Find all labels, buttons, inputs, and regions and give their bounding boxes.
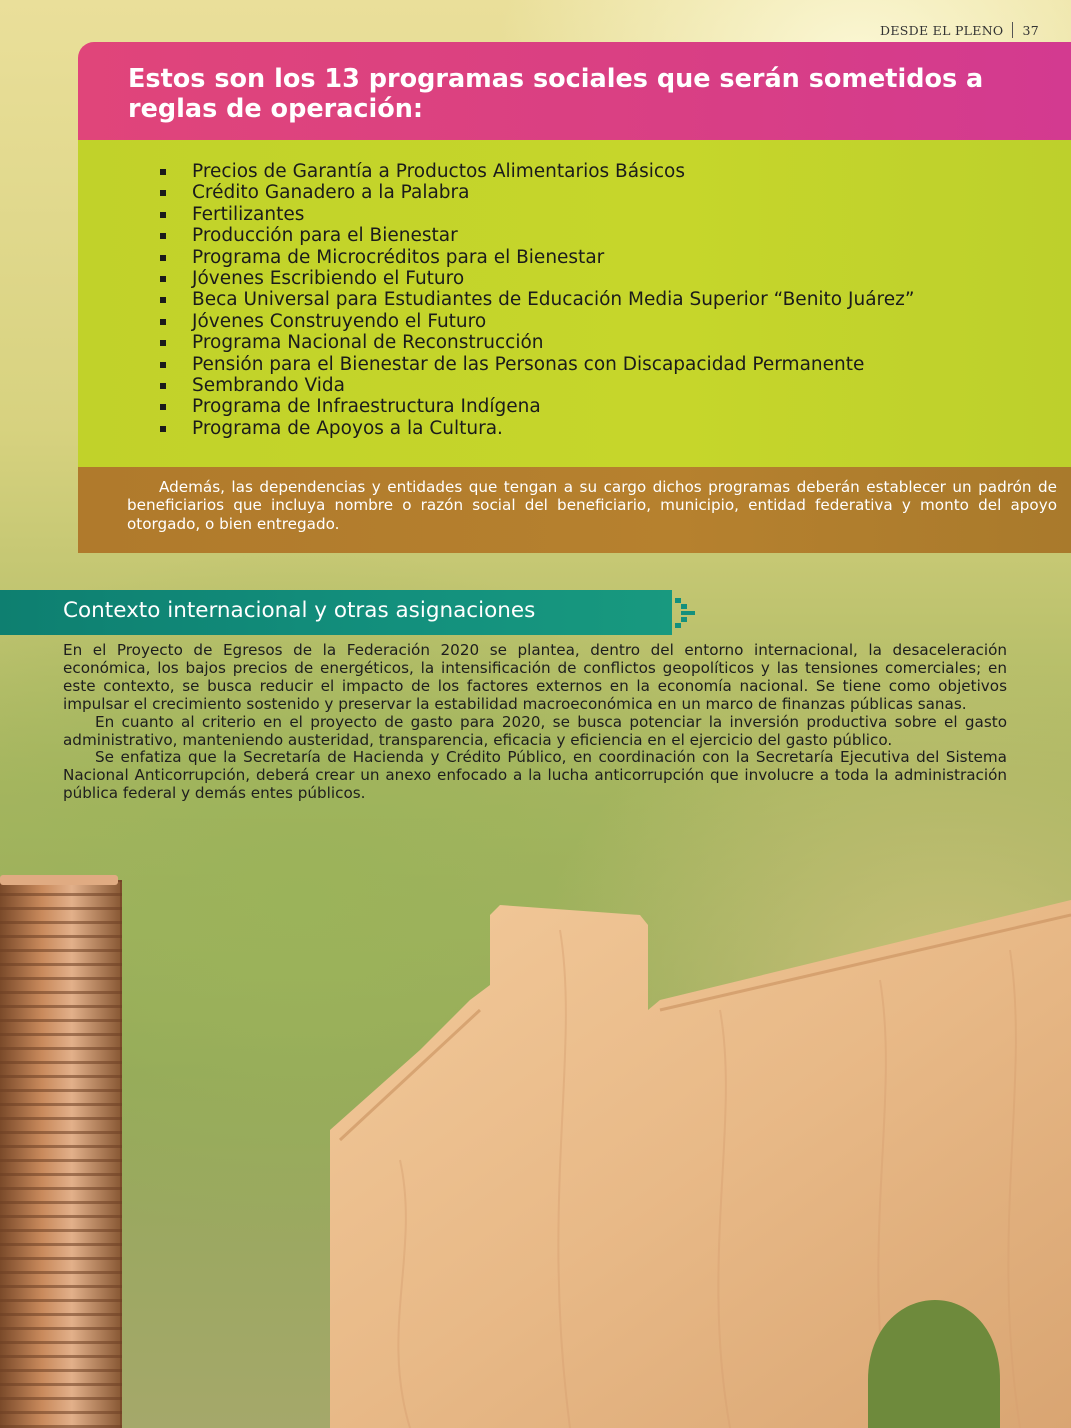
list-item: Programa de Apoyos a la Cultura. — [160, 418, 914, 439]
programs-title-box — [78, 42, 1071, 140]
page-number: 37 — [1022, 22, 1039, 38]
list-item: Beca Universal para Estudiantes de Educación Media Superior “Benito Juárez” — [160, 289, 914, 310]
programs-title: Estos son los 13 programas sociales que serán sometidos a reglas de operación: — [128, 64, 984, 124]
section-body — [63, 642, 1007, 803]
body-paragraph: En cuanto al criterio en el proyecto de gasto para 2020, se busca potenciar la inversión productiva sobre el gasto administrativo, manteniendo austeridad, transparencia, eficacia y eficiencia en el ejercicio del gasto público. — [63, 712, 1007, 749]
header-divider — [1012, 22, 1013, 38]
list-item: Programa de Infraestructura Indígena — [160, 396, 914, 417]
coin-stack — [0, 875, 122, 1428]
beneficiaries-note-box — [78, 467, 1071, 553]
section-heading: Contexto internacional y otras asignaciones — [63, 598, 536, 623]
list-item: Producción para el Bienestar — [160, 225, 914, 246]
list-item: Sembrando Vida — [160, 375, 914, 396]
programs-list-box — [78, 140, 1071, 467]
list-item: Programa de Microcréditos para el Bienestar — [160, 247, 914, 268]
body-paragraph: Se enfatiza que la Secretaría de Hacienda y Crédito Público, en coordinación con la Secretaría Ejecutiva del Sistema Nacional Anticorrupción, deberá crear un anexo enfocado a la lucha anticorrupción que involucre a toda la administración pública federal y demás entes públicos. — [63, 748, 1007, 803]
beneficiaries-note: Además, las dependencias y entidades que tengan a su cargo dichos programas deberán establecer un padrón de beneficiarios que incluya nombre o razón social del beneficiario, municipio, entidad federativa y monto del apoyo otorgado, o bien entregado. — [127, 478, 1057, 533]
list-item: Jóvenes Escribiendo el Futuro — [160, 268, 914, 289]
list-item: Programa Nacional de Reconstrucción — [160, 332, 914, 353]
page-header — [880, 22, 1039, 38]
list-item: Precios de Garantía a Productos Alimentarios Básicos — [160, 161, 914, 182]
list-item: Fertilizantes — [160, 204, 914, 225]
section-bracket-icon — [672, 590, 698, 635]
header-section-label: DESDE EL PLENO — [880, 22, 1004, 38]
list-item: Pensión para el Bienestar de las Personas con Discapacidad Permanente — [160, 354, 914, 375]
list-item: Crédito Ganadero a la Palabra — [160, 182, 914, 203]
body-paragraph: En el Proyecto de Egresos de la Federación 2020 se plantea, dentro del entorno internacional, la desaceleración económica, los bajos precios de energéticos, la intensificación de conflictos geopolíticos y las tensiones comerciales; en este contexto, se busca reducir el impacto de los factores externos en la economía nacional. Se tiene como objetivos impulsar el crecimiento sostenido y preservar la estabilidad macroeconómica en un marco de finanzas públicas sanas. — [63, 641, 1007, 713]
list-item: Jóvenes Construyendo el Futuro — [160, 311, 914, 332]
programs-list — [160, 161, 914, 439]
section-heading-bar — [0, 590, 672, 635]
wooden-house — [330, 900, 1071, 1428]
